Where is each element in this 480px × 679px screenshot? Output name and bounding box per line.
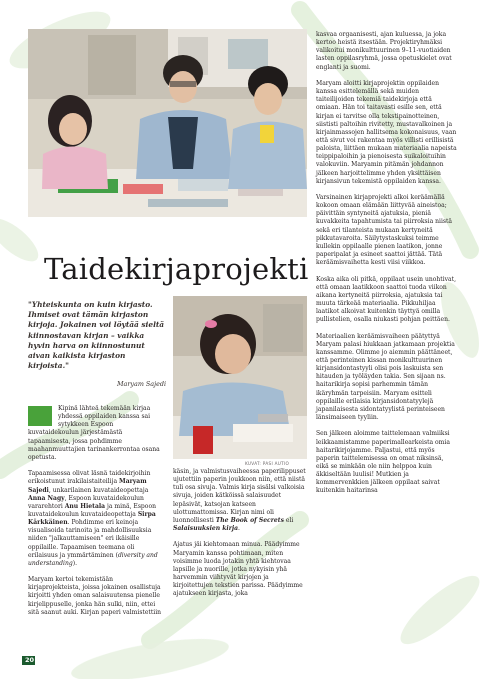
paragraph: Tapaamisessa olivat läsnä taidekirjoihin erikoistunut irakilaistaiteilija Maryam Sajedi, unkarilainen kuvataideopettaja Anna Nagy, Espoon kuvataidekoulun vararehtori Anu Hietala ja minä, Espoon kuvataidekoulun kuvataideopettaja Sirpa Kärkkäinen. Pohdimme eri keinoja visualisoida tarinoita ja mahdollisuuksia niiden "jalkauttamiseen" eri ikäisille oppilaille. Tapaamisen teemana oli erilaisuus ja ymmärtäminen (diversity and understanding). [28,470,158,567]
paragraph: Materiaalien keräämisvaiheen päätyttyä Maryam palasi hiukkaan jatkamaan projektia kanssamme. Olimme jo aiemmin päättäneet, että perinteinen kissan monikulttuurinen kirjansidontastyyli olisi pois laskuista sen hitauden ja työläyden takia. Sen sijaan ns. haitarikirja sopisi parhemmin tämän ikäryhmän tarpeisiin. Maryam esitteli oppilaille erilaisia kirjansidontatyylejä japanilaisesta sidontatyylistä perinteiseen länsimaiseen tyyliin. [316,332,455,422]
paragraph: kasvaa orgaanisesti, ajan kuluessa, ja joka kertoo heistä itsestään. Projektiryhmäksi valikoitui monikulttuurinen 9–11-vuotiaiden lasten oppilasryhmä, jossa opetuskielet ovat englanti ja suomi. [316,31,452,71]
article-title: Taidekirjaprojekti [44,252,309,286]
text-column-left [28,405,166,617]
page-number: 20 [25,656,35,664]
paragraph: Kipinä lähteä tekemään kirjaa yhdessä oppilaiden kanssa sai sytykkeen Espoon kuvataidekoulun järjestämästä tapaamisesta, jossa pohdimme maahanmuuttajien tarinankerrontaa osana opetusta. [28,405,160,461]
quote-author: Maryam Sajedi [116,380,166,388]
paragraph: Maryam aloitti kirjaprojektin oppilaiden kanssa esittelemällä sekä muiden taiteilijoiden tekemiä taidekirjoja että omiaan. Hän toi taitavasti esille sen, että kirjan ei tarvitse olla tekstipainotteinen, siististi paltoihin rivitetty, mustavalkoinen ja kirjainmassojen hallitsema kokonaisuus, vaan että sivut voi rakentaa myös villisti erillisistä paloista, liittäen mukaan materiaalia napeista teippipaloihin ja pienoisesta suikaloituihin valokuviin. Maryamin pitämän johdannon jälkeen harjoittelimme yhden yksittäisen kirjansivun tekemistä oppilaiden kanssa. [316,79,457,185]
photo-credit: KUVAT: PASI AUTIO [245,461,290,466]
paragraph: Varsinainen kirjaprojekti alkoi keräämällä kokoon omaan elämään liittyvää aineistoa; päivittäin syntyneitä ajatuksia, pieniä kuvakkeita tapahtumista tai piirroksia niistä sekä eri tilanteista mukaan kertyneitä pikkutavaroita. Säilytystaskuksi teimme kullekin oppilaalle pienen laatikon, jonne paperipalat ja esineet saattoi jättää. Tätä keräämisvaihetta kesti viisi viikkoa. [316,194,453,267]
girl-working-on-book-photo [173,296,307,459]
text-column-right [316,31,458,496]
pull-quote: "Yhteiskunta on kuin kirjasto. Ihmiset ovat tämän kirjaston kirjoja. Jokainen voi löytää sieltä kiinnostavan kirjan – vaikka hyvin harva on kiinnostunut aivan kaikista kirjaston kirjoista." [28,300,165,371]
text-column-middle [173,468,309,598]
paragraph: Maryam kertoi tekemistään kirjaprojekteista, joissa jokainen osallistuja kirjoitti yhden oman salaisuutensa pienelle kirjelippuselle, jonka hän sulki, niin, ettei sitä saanut auki. Kirjan paperi valmistettiin [28,576,162,616]
paragraph: Sen jälkeen aloimme taittelemaan valmiiksi leikkaamistamme paperimallearkeista omia haitarikirjojamme. Paljastui, että myös paperin taittelemisessa on omat niksinsä, eikä se minkään ole niin helppoa kuin äkkiseltään luulisi! Mutkien ja kommervenkkien jälkeen oppilaat saivat kuitenkin haitarinsa [316,430,450,495]
paragraph: Ajatus jäi kiehtomaan minua. Päädyimme Maryamin kanssa pohtimaan, miten voisimme luoda jotakin yhtä kiehtovaa lapsille ja nuorille, jotka nykyisin yhä harvemmin viihtyvät kirjojen ja kirjoitettujen tekstien parissa. Päädyimme ajatukseen kirjasta, joka [173,541,303,598]
classroom-bookmaking-photo [28,29,307,217]
green-drop-square [28,406,52,426]
paragraph: käsin, ja valmistusvaiheessa paperilippuset ujutettiin paperin joukkoon niin, että niistä tuli osa sivuja. Valmis kirja sisälsi valkoisia sivuja, joiden kätköissä salaisuudet lepäsivät, katsojan katseen ulottumattomissa. Kirjan nimi oli luonnollisesti The Book of Secrets eli Salaisuuksien kirja. [173,468,306,533]
paragraph: Koska aika oli pitkä, oppilaat usein unohtivat, että omaan laatikkoon saattoi tuoda viikon aikana kertyneitä piirroksia, ajatuksia tai muuta tärkeää materiaalia. Pikkuhiljaa laatikot alkoivat kuitenkin täyttyä omilla pullistelien, osalla niukasti pohjan peittäen. [316,275,456,324]
